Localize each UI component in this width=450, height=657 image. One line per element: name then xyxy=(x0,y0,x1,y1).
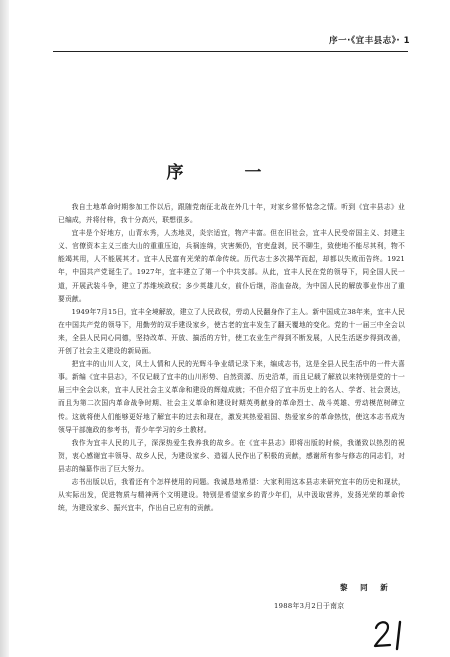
handwritten-page-number xyxy=(370,616,414,652)
paragraph: 志书出版以后，我看还有个怎样使用的问题。我诚恳地希望：大家利用这本县志来研究宜丰的历史和现状，从实际出发，促进物质与精神两个文明建设。特别是希望家乡的青少年们，从中汲取营养，发扬光荣的革命传统，为建设家乡、振兴宜丰，作出自己应有的贡献。 xyxy=(58,477,405,513)
paragraph: 把宜丰的山川人文，风土人情和人民的光辉斗争业绩记录下来，编成志书，这是全县人民生活中的一件大喜事。新编《宜丰县志》，不仅记载了宜丰的山川形势、自然资源、历史沿革，而且记载了解放以来特别是党的十一届三中全会以来，宜丰人民社会主义革命和建设的辉煌成就；不但介绍了宜丰历史上的名人、学者、社会贤达，而且为第二次国内革命战争时期、社会主义革命和建设时期英勇献身的革命烈士、战斗英雄、劳动模范树碑立传。这就将使人们能够更好地了解宜丰的过去和现在，激发其热爱祖国、热爱家乡的革命热忱，使这本志书成为领导干部施政的参考书，青少年学习的乡土教材。 xyxy=(58,360,405,434)
scan-edge-shadow xyxy=(0,0,9,657)
paragraph: 1949年7月15日，宜丰全境解放，建立了人民政权，劳动人民翻身作了主人。新中国成立38年来，宜丰人民在中国共产党的领导下，用勤劳的双手建设家乡，使古老的宜丰发生了翻天覆地的变化。党的十一届三中全会以来，全县人民同心同德，坚持改革、开放、搞活的方针，使工农业生产得到不断发展，人民生活逐步得到改善，开创了社会主义建设的新局面。 xyxy=(58,307,405,356)
signature-date: 1988年3月2日于南京 xyxy=(274,602,345,610)
paragraph: 我自土地革命时期参加工作以后，跟随党南征北战在外几十年，对家乡常怀惦念之情。听到《宜丰县志》业已编成，并将付梓，我十分高兴，联想很多。 xyxy=(58,203,405,225)
page-title: 序 一 xyxy=(166,163,284,183)
paragraph: 宜丰是个好地方，山青水秀，人杰地灵，炎宗适宜，物产丰富。但在旧社会，宜丰人民受帝国主义、封建主义、官僚资本主义三座大山的重重压迫，兵祸连绵，灾害频仍，官吏盘剥，民不聊生，致使地不能尽其利，物不能竭其用，人不能展其才。宜丰人民富有光荣的革命传统。历代志士多次揭竿而起，却都以失败而告终。1921年，中国共产党诞生了。1927年，宜丰建立了第一个中共支部。从此，宜丰人民在党的领导下，同全国人民一道，开展武装斗争，建立了苏维埃政权；多少英雄儿女，前仆后继，浴血奋战，为中国人民的解放事业作出了重要贡献。 xyxy=(58,229,405,303)
paragraph: 我作为宜丰人民的儿子，深深热爱生我养我的故乡。在《宜丰县志》即将出版的时候，我谨致以热烈的祝贺，衷心感谢宜丰领导、故乡人民，为建设家乡、造福人民作出了积极的贡献，感谢所有参与修志的同志们，对县志的编纂作出了巨大努力。 xyxy=(58,438,405,473)
author-signature: 黎 同 新 xyxy=(340,583,393,592)
running-head: 序一·《宜丰县志》· 1 xyxy=(329,36,410,46)
header-rule xyxy=(53,51,408,52)
preface-body xyxy=(58,201,405,515)
